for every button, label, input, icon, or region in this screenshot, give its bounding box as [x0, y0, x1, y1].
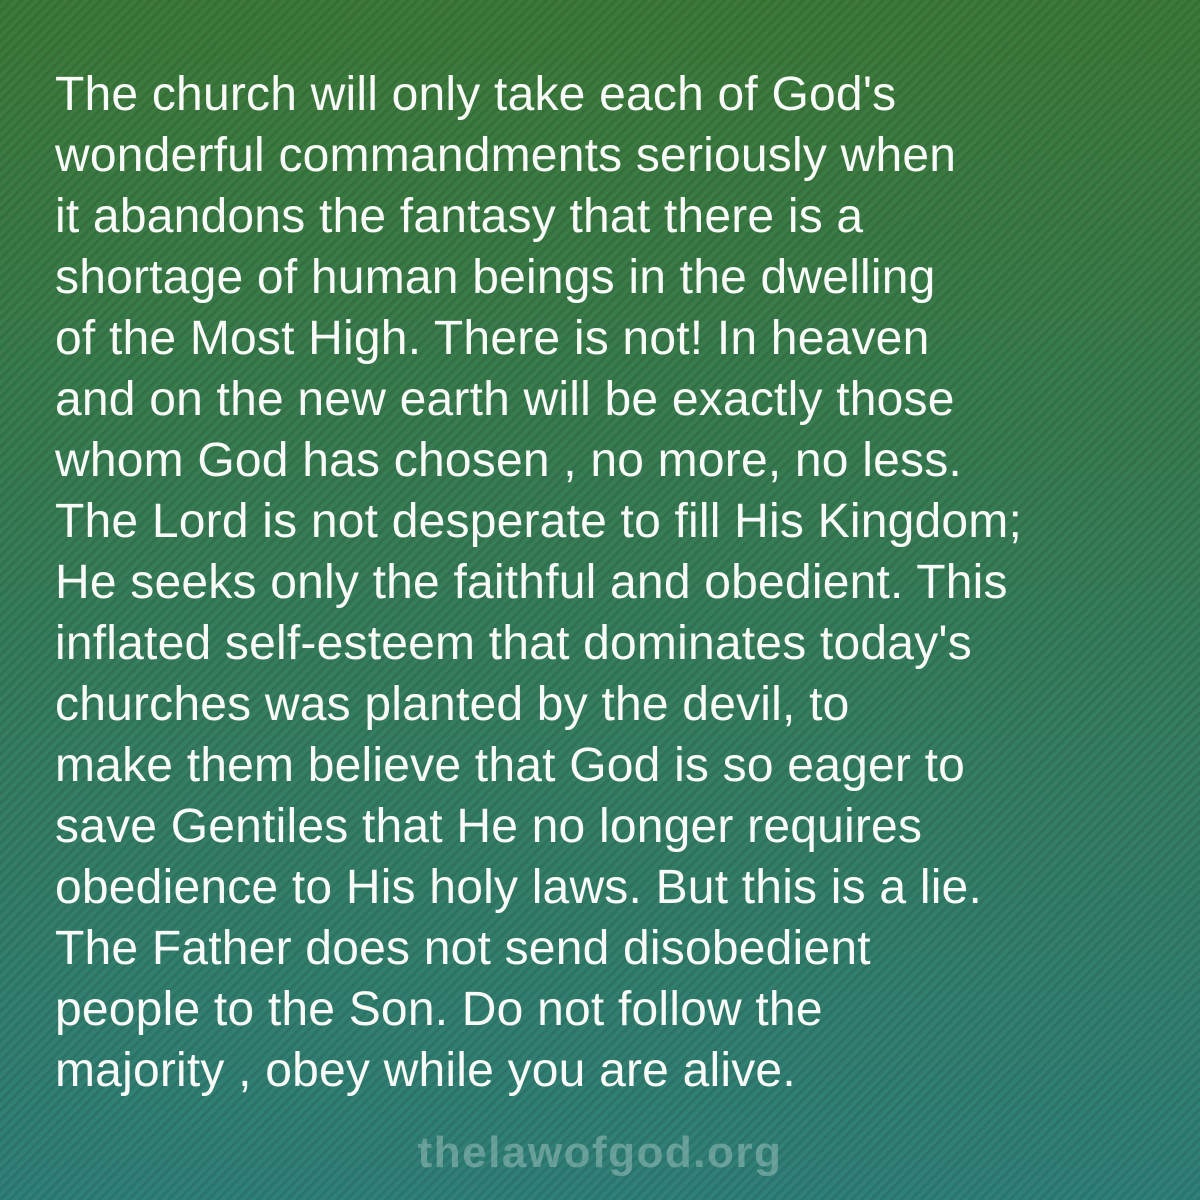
- quote-line: it abandons the fantasy that there is a: [55, 190, 864, 243]
- quote-line: shortage of human beings in the dwelling: [55, 251, 936, 304]
- quote-line: of the Most High. There is not! In heaven: [55, 312, 930, 365]
- watermark: thelawofgod.org: [417, 1128, 783, 1177]
- quote-line: The Father does not send disobedient: [55, 922, 871, 975]
- quote-line: inflated self-esteem that dominates today's: [55, 617, 972, 670]
- quote-line: The church will only take each of God's: [55, 68, 897, 121]
- quote-line: whom God has chosen , no more, no less.: [55, 434, 962, 487]
- quote-line: make them believe that God is so eager to: [55, 739, 966, 792]
- quote-line: churches was planted by the devil, to: [55, 678, 850, 731]
- quote-line: He seeks only the faithful and obedient. This: [55, 556, 1008, 609]
- quote-line: The Lord is not desperate to fill His Kingdom;: [55, 495, 1023, 548]
- quote-line: save Gentiles that He no longer requires: [55, 800, 923, 853]
- quote-line: obedience to His holy laws. But this is a lie.: [55, 861, 982, 914]
- quote-line: majority , obey while you are alive.: [55, 1044, 796, 1097]
- quote-line: wonderful commandments seriously when: [55, 129, 957, 182]
- quote-line: and on the new earth will be exactly those: [55, 373, 955, 426]
- quote-line: people to the Son. Do not follow the: [55, 983, 823, 1036]
- quote-text: [55, 64, 1180, 1101]
